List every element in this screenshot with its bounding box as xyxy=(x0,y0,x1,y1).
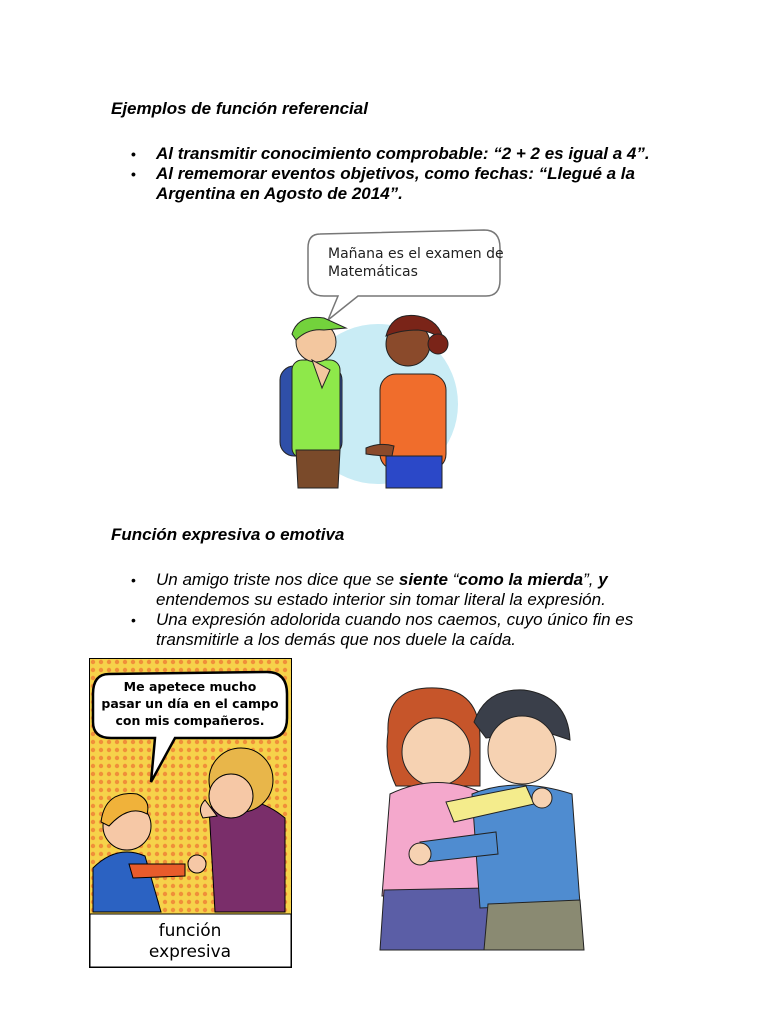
comic-bubble-line1: Me apetece mucho xyxy=(123,679,257,694)
referential-bullet-list xyxy=(131,144,661,204)
comic-bubble-line2: pasar un día en el campo xyxy=(101,696,279,711)
comic-bubble-line3: con mis compañeros. xyxy=(115,713,265,728)
list-item: • Al transmitir conocimiento comprobable: “2 + 2 es igual a 4”. xyxy=(131,144,661,164)
conversation-illustration xyxy=(268,224,508,490)
section-heading-expressive: Función expresiva o emotiva xyxy=(111,525,345,544)
expressive-bullet-list xyxy=(131,570,661,650)
comic-caption-line1: función xyxy=(158,921,222,941)
comic-caption-line2: expresiva xyxy=(148,942,232,962)
list-item: • Al rememorar eventos objetivos, como fechas: “Llegué a la Argentina en Agosto de 2014”. xyxy=(131,164,661,204)
illustration-bubble-line1: Mañana es el examen de xyxy=(328,246,504,262)
expressive-comic-panel xyxy=(89,658,292,968)
hugging-illustration xyxy=(376,682,590,952)
section-heading-referential: Ejemplos de función referencial xyxy=(111,99,368,118)
list-item: • Una expresión adolorida cuando nos caemos, cuyo único fin es transmitirle a los demás que nos duele la caída. xyxy=(131,610,661,650)
illustration-bubble-line2: Matemáticas xyxy=(328,264,418,280)
list-item: • Un amigo triste nos dice que se siente “como la mierda”, y entendemos su estado interior sin tomar literal la expresión. xyxy=(131,570,661,610)
